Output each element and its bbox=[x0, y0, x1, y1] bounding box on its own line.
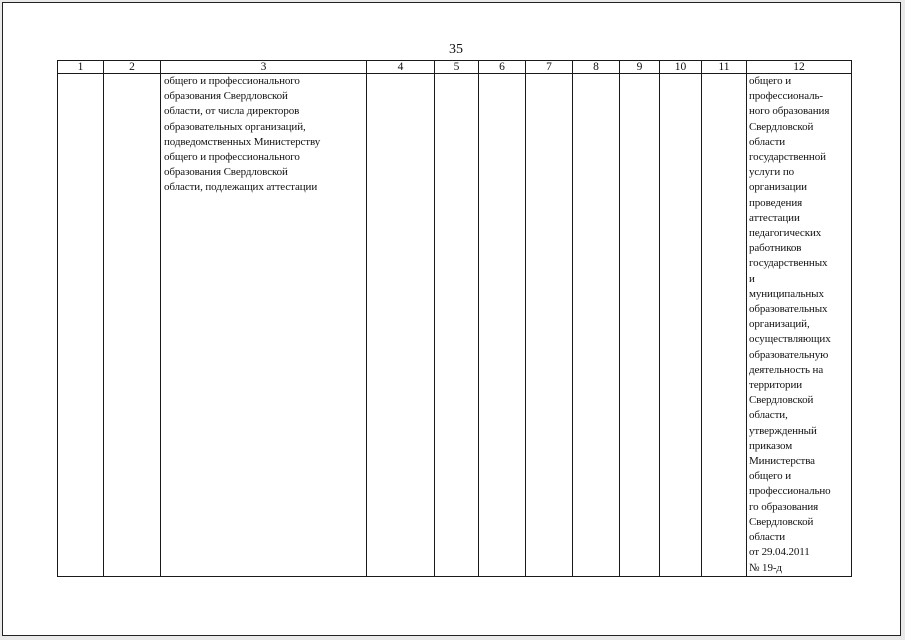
table-row bbox=[58, 74, 852, 577]
cell-text-col3: общего и профессионального образования Свердловской области, от числа директоров образовательных организаций, подведомственных Министерству общего и профессионального образования Свердловской области, подлежащих аттестации bbox=[164, 75, 321, 194]
cell-col10 bbox=[660, 74, 702, 577]
column-header-8: 8 bbox=[573, 61, 620, 74]
cell-col3 bbox=[161, 74, 367, 577]
cell-col6 bbox=[479, 74, 526, 577]
column-header-9: 9 bbox=[620, 61, 660, 74]
column-header-3: 3 bbox=[161, 61, 367, 74]
column-header-11: 11 bbox=[702, 61, 747, 74]
document-page bbox=[2, 2, 901, 636]
cell-col7 bbox=[526, 74, 573, 577]
cell-col12 bbox=[747, 74, 852, 577]
header-row bbox=[58, 61, 852, 74]
document-table bbox=[57, 60, 852, 577]
column-header-10: 10 bbox=[660, 61, 702, 74]
cell-col8 bbox=[573, 74, 620, 577]
column-header-5: 5 bbox=[435, 61, 479, 74]
column-header-6: 6 bbox=[479, 61, 526, 74]
cell-col1 bbox=[58, 74, 104, 577]
column-header-2: 2 bbox=[104, 61, 161, 74]
column-header-4: 4 bbox=[367, 61, 435, 74]
column-header-1: 1 bbox=[58, 61, 104, 74]
cell-col2 bbox=[104, 74, 161, 577]
column-header-12: 12 bbox=[747, 61, 852, 74]
cell-col4 bbox=[367, 74, 435, 577]
cell-col5 bbox=[435, 74, 479, 577]
cell-col9 bbox=[620, 74, 660, 577]
cell-col11 bbox=[702, 74, 747, 577]
page-number: 35 bbox=[449, 42, 463, 57]
cell-text-col12: общего и профессиональ- ного образования Свердловской области государственной услуги по организации проведения аттестации педагогических работников государственных и муниципальных образовательных организаций, осуществляющих образовательную деятельность на территории Свердловской области, утвержденный приказом Министерства общего и профессионально го образования Свердловской области от 29.04.2011 № 19-д bbox=[749, 75, 831, 574]
column-header-7: 7 bbox=[526, 61, 573, 74]
